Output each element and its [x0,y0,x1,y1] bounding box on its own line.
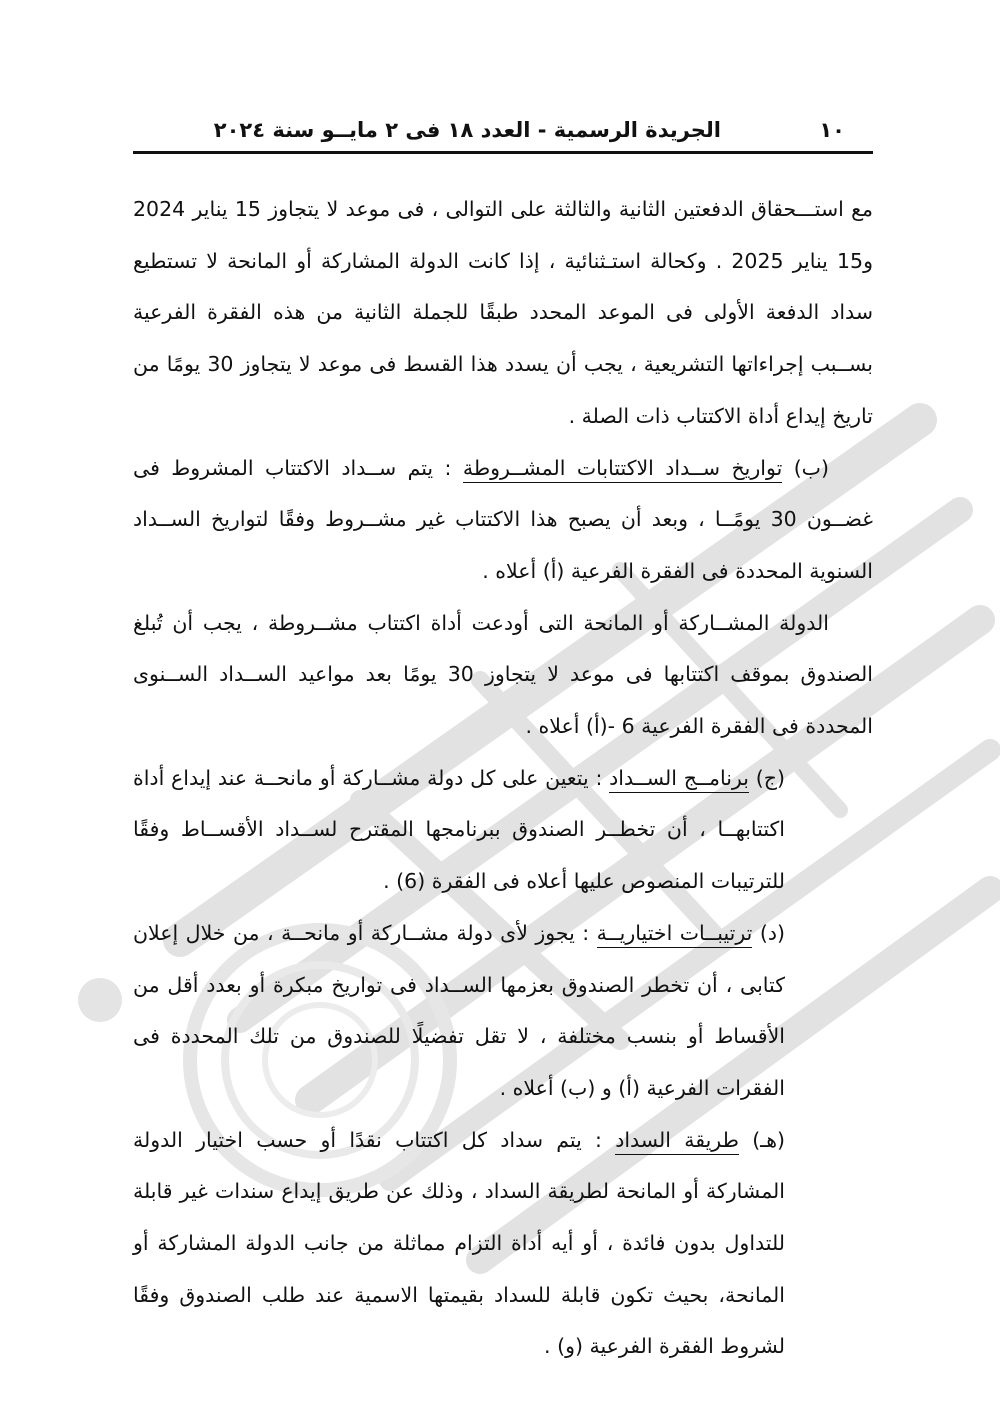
subparagraph-d-title: ترتيبــات اختياريــة [597,921,753,948]
subparagraph-b-text: : يتم ســداد الاكتتاب المشروط فى غضــون 30 يومًــا ، وبعد أن يصبح هذا الاكتتاب غير مشــروط وفقًا لتواريخ الســداد السنوية المحددة فى الفقرة الفرعية (أ) أعلاه . [133,455,873,583]
subparagraph-d [133,908,873,1115]
subparagraph-b-marker: (ب) [793,455,829,480]
paragraph-conditional: الدولة المشــاركة أو المانحة التى أودعت أداة اكتتاب مشــروطة ، يجب أن تُبلغ الصندوق بموقف اكتتابها فى موعد لا يتجاوز 30 يومًا بعد مواعيد الســداد الســنوى المحددة فى الفقرة الفرعية 6 -(أ) أعلاه . [133,610,874,739]
subparagraph-h-marker: (هـ) [752,1127,785,1152]
subparagraph-h-title: طريقة السداد [615,1128,739,1155]
subparagraph-d-text: : يجوز لأى دولة مشــاركة أو مانحــة ، من خلال إعلان كتابى ، أن تخطر الصندوق بعزمها الســداد فى تواريخ مبكرة أو بعدد أقل من الأقساط أو بنسب مختلفة ، لا تقل تفضيلًا للصندوق من تلك المحددة فى الفقرات الفرعية (أ) و (ب) أعلاه . [133,920,785,1100]
paragraph-continuation: مع استـــحقاق الدفعتين الثانية والثالثة على التوالى ، فى موعد لا يتجاوز 15 يناير 2024 و15 يناير 2025 . وكحالة استـثنائية ، إذا كانت الدولة المشاركة أو المانحة لا تستطيع سداد الدفعة الأولى فى الموعد المحدد طبقًا للجملة الثانية من هذه الفقرة الفرعية بســبب إجراءاتها التشريعية ، يجب أن يسدد هذا القسط فى موعد لا يتجاوز 30 يومًا من تاريخ إيداع أداة الاكتتاب ذات الصلة . [133,197,874,428]
subparagraph-c-marker: (ج) [755,765,785,790]
subparagraph-c [133,753,873,908]
subparagraph-b [133,443,873,598]
subparagraph-h [133,1115,873,1374]
header-rule [133,151,873,154]
subparagraph-c-text: : يتعين على كل دولة مشــاركة أو مانحــة عند إيداع أداة اكتتابهــا ، أن تخطــر الصندوق ببرنامجها المقترح لســداد الأقســاط وفقًا للترتيبات المنصوص عليها أعلاه فى الفقرة (6) . [133,765,785,894]
header-title: الجريدة الرسمية - العدد ١٨ فى ٢ مايــو سنة ٢٠٢٤ [213,118,721,142]
page-number: ١٠ [819,118,845,142]
subparagraph-d-marker: (د) [759,920,785,945]
document-body [133,184,873,1373]
page-header [133,112,873,154]
subparagraph-c-title: برنامــج الســداد [609,766,749,793]
subparagraph-h-text: : يتم سداد كل اكتتاب نقدًا أو حسب اختيار الدولة المشاركة أو المانحة لطريقة السداد ، وذلك عن طريق إيداع سندات غير قابلة للتداول بدون فائدة ، أو أيه أداة التزام مماثلة من جانب الدولة المشاركة أو المانحة، بحيث تكون قابلة للسداد بقيمتها الاسمية عند طلب الصندوق وفقًا لشروط الفقرة الفرعية (و) . [133,1127,785,1359]
subparagraph-b-title: تواريخ ســداد الاكتتابات المشــروطة [463,456,782,483]
